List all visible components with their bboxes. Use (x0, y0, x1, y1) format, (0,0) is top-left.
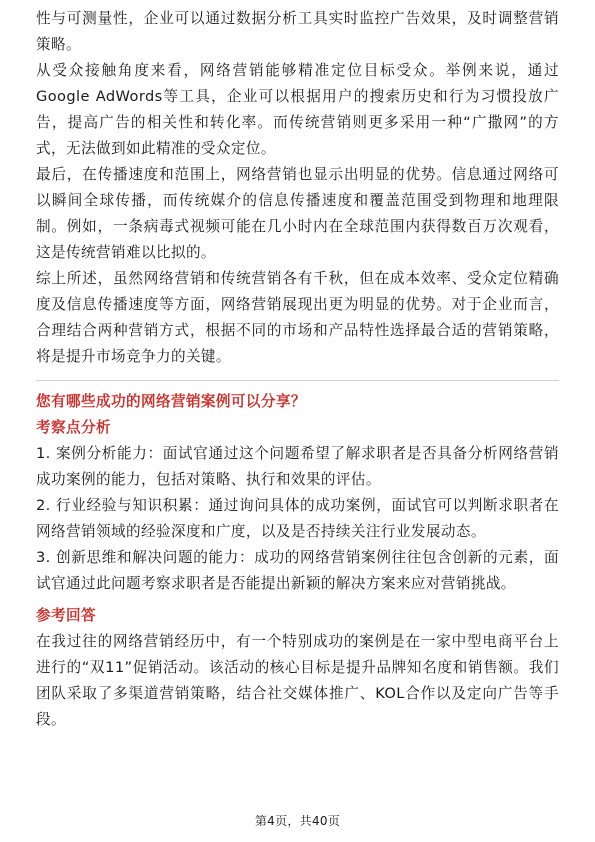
analysis-point: 3. 创新思维和解决问题的能力：成功的网络营销案例往往包含创新的元素，面试官通过此问题考察求职者是否能提出新颖的解决方案来应对营销挑战。 (36, 549, 559, 592)
body-paragraph: 最后，在传播速度和范围上，网络营销也显示出明显的优势。信息通过网络可以瞬间全球传播，而传统媒介的信息传播速度和覆盖范围受到物理和地理限制。例如，一条病毒式视频可能在几小时内在全球范围内获得数百万次观看，这是传统营销难以比拟的。 (36, 166, 559, 261)
analysis-point: 2. 行业经验与知识积累：通过询问具体的成功案例，面试官可以判断求职者在网络营销领域的经验深度和广度，以及是否持续关注行业发展动态。 (36, 497, 559, 540)
document-page (36, 0, 559, 733)
body-paragraph: 综上所述，虽然网络营销和传统营销各有千秋，但在成本效率、受众定位精确度及信息传播速度等方面，网络营销展现出更为明显的优势。对于企业而言，合理结合两种营销方式，根据不同的市场和产品特性选择最合适的营销策略，将是提升市场竞争力的关键。 (36, 270, 559, 365)
answer-heading: 参考回答 (36, 607, 96, 624)
analysis-point: 1. 案例分析能力：面试官通过这个问题希望了解求职者是否具备分析网络营销成功案例的能力，包括对策略、执行和效果的评估。 (36, 445, 559, 488)
body-paragraph: 从受众接触角度来看，网络营销能够精准定位目标受众。举例来说，通过Google AdWords等工具，企业可以根据用户的搜索历史和行为习惯投放广告，提高广告的相关性和转化率。而传统营销则更多采用一种“广撒网”的方式，无法做到如此精准的受众定位。 (36, 62, 559, 157)
page-number-footer: 第4页，共40页 (254, 814, 341, 828)
analysis-heading: 考察点分析 (36, 419, 111, 436)
body-paragraph: 性与可测量性，企业可以通过数据分析工具实时监控广告效果，及时调整营销策略。 (36, 10, 559, 53)
section-divider (36, 380, 559, 381)
question-title: 您有哪些成功的网络营销案例可以分享？ (36, 393, 306, 410)
answer-paragraph: 在我过往的网络营销经历中，有一个特别成功的案例是在一家中型电商平台上进行的“双11”促销活动。该活动的核心目标是提升品牌知名度和销售额。我们团队采取了多渠道营销策略，结合社交媒体推广、KOL合作以及定向广告等手段。 (36, 633, 559, 728)
